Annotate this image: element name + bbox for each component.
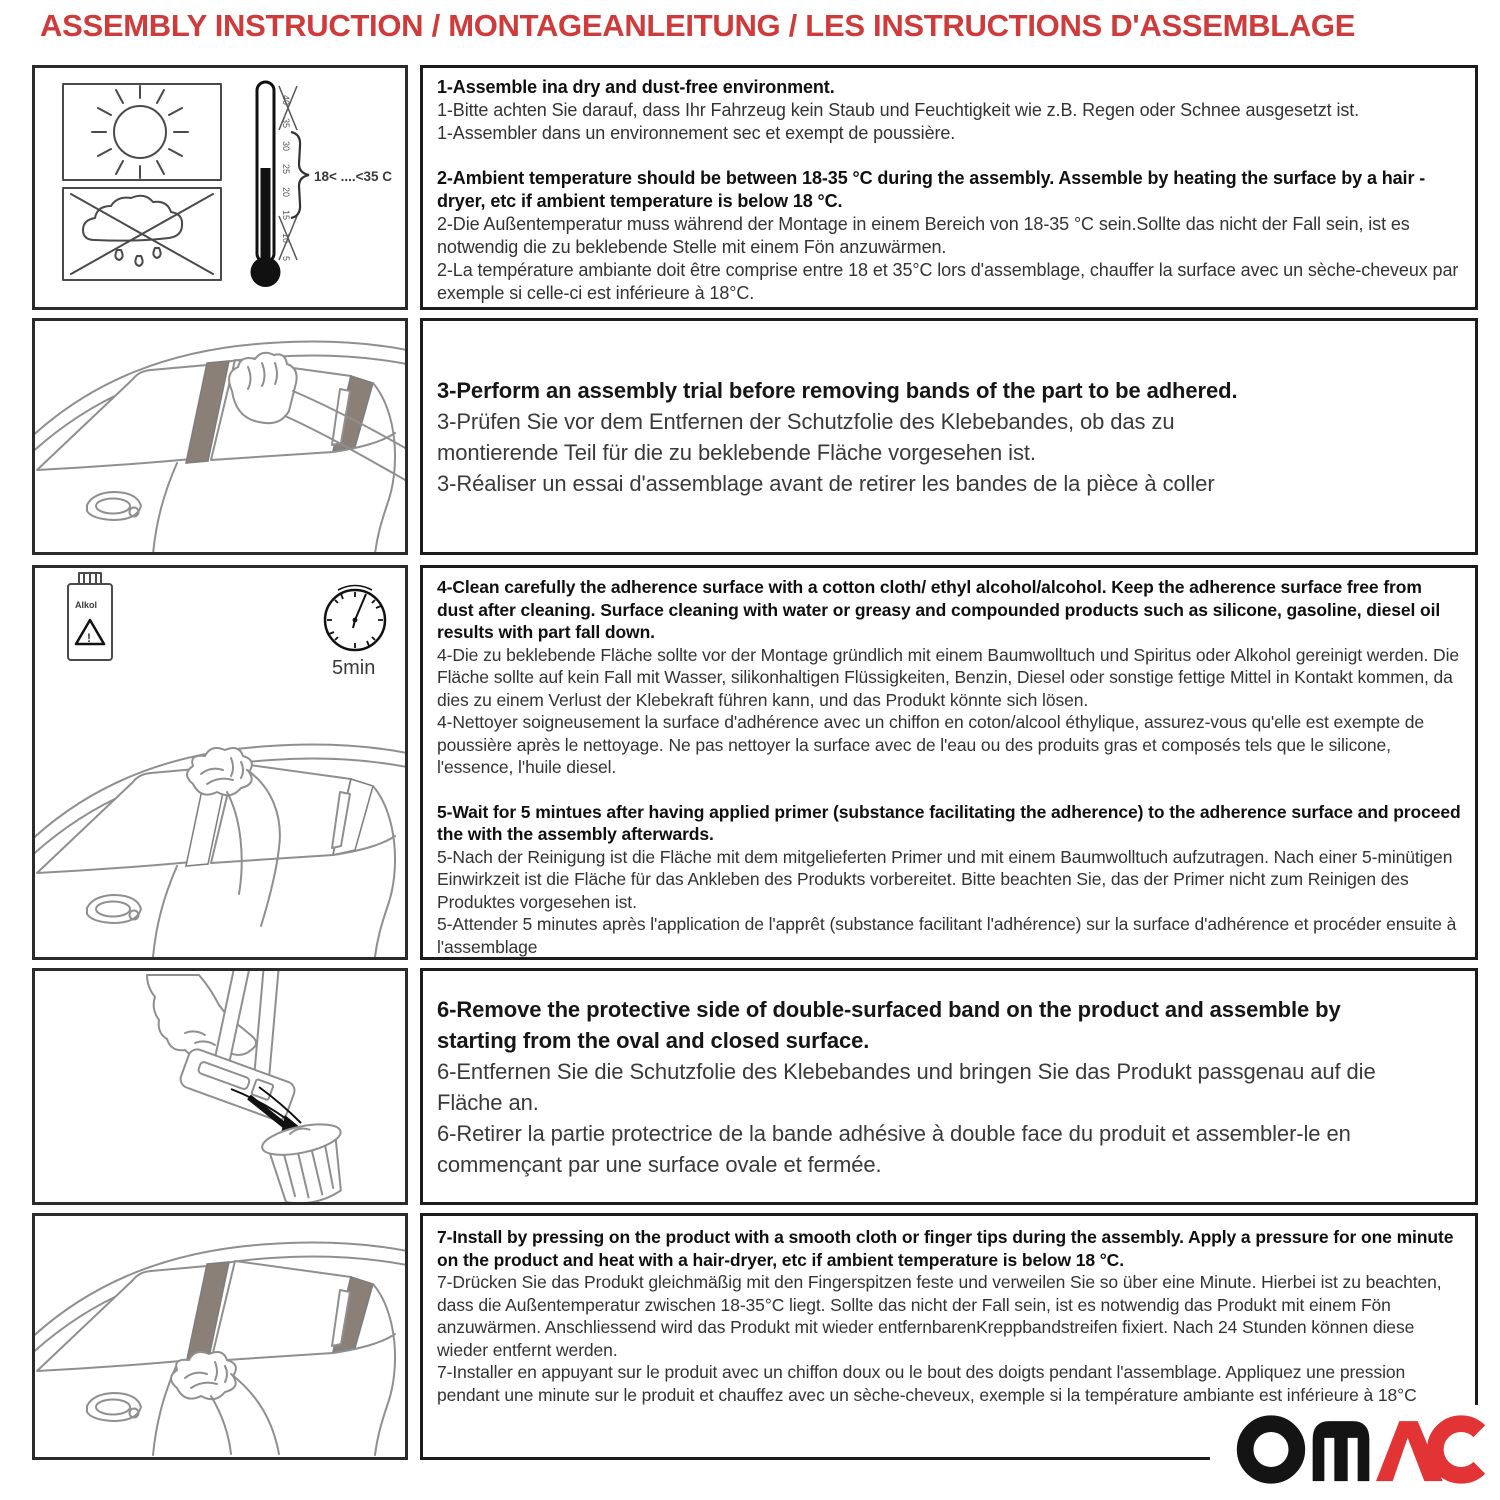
omac-logo <box>1210 1405 1488 1490</box>
step2-de: 2-Die Außentemperatur muss während der Montage in einem Bereich von 18-35 °C sein.Sollte das nicht der Fall sein, ist es notwendig die zu beklebende Stelle mit einem Fön anzuwärmen. <box>437 214 1410 257</box>
environment-illustration <box>35 68 405 307</box>
step4-en: 4-Clean carefully the adherence surface with a cotton cloth/ ethyl alcohol/alcohol. Keep the adherence surface free from dust after cleaning. Surface cleaning with water or greasy and compounded products such as silicone, gasoline, diesel oil results with part fall down. <box>437 577 1441 642</box>
svg-text:35: 35 <box>281 118 291 129</box>
temperature-range-label: 18< ....<35 C <box>314 169 393 184</box>
step6-de: 6-Entfernen Sie die Schutzfolie des Klebebandes und bringen Sie das Produkt passgenau auf die Fläche an. <box>437 1058 1376 1115</box>
step2-fr: 2-La température ambiante doit être comprise entre 18 et 35°C lors d'assemblage, chauffer la surface avec un sèche-cheveux par exemple si celle-ci est inférieure à 18°C. <box>437 260 1459 303</box>
svg-text:40: 40 <box>281 95 291 106</box>
svg-text:10: 10 <box>281 233 291 244</box>
step7-fr: 7-Installer en appuyant sur le produit avec un chiffon doux ou le bout des doigts pendant l'assemblage. Appliquez une pression pendant une minute sur le produit et chauffez avec un sèche-cheveux, exemple si la température ambiante est inférieure à 18°C <box>437 1362 1417 1405</box>
step6-fr: 6-Retirer la partie protectrice de la bande adhésive à double face du produit et assembler-le en commençant par une surface ovale et fermée. <box>437 1120 1351 1177</box>
cleaning-illustration <box>35 568 405 957</box>
step3-de: 3-Prüfen Sie vor dem Entfernen der Schutzfolie des Klebebandes, ob das zu montierende Teil für die zu beklebende Fläche vorgesehen ist. <box>437 408 1175 465</box>
step5-de: 5-Nach der Reinigung ist die Fläche mit dem mitgelieferten Primer und mit einem Baumwolltuch aufzutragen. Nach einer 5-minütigen Einwirkzeit ist die Fläche für das Ankleben des Produkts vorbereitet. Bitte beachten Sie, das der Primer nicht zum Reinigen des Produktes vorgesehen ist. <box>437 846 1453 912</box>
no-rain-icon <box>71 194 213 274</box>
step7-en: 7-Install by pressing on the product with a smooth cloth or finger tips during the assembly. Apply a pressure for one minute on the product and heat with a hair-dryer, etc if ambient temperature is below 18 °C. <box>437 1227 1454 1270</box>
illustration-assembly-trial-panel <box>32 318 408 555</box>
section-steps-4-5 <box>0 565 1500 960</box>
svg-text:25: 25 <box>281 164 291 175</box>
text-panel-step-3 <box>420 318 1478 555</box>
section-steps-1-2 <box>0 65 1500 310</box>
text-panel-steps-4-5 <box>420 565 1478 960</box>
svg-text:15: 15 <box>281 210 291 221</box>
logo-letter-o <box>1245 1424 1297 1476</box>
section-step-6 <box>0 968 1500 1205</box>
thermometer-scale <box>279 86 297 261</box>
trash-bin-icon <box>260 1119 354 1202</box>
thermometer-icon <box>251 82 281 287</box>
step2-en: 2-Ambient temperature should be between 18-35 °C during the assembly. Assemble by heating the surface by a hair -dryer, etc if ambient temperature is below 18 °C. <box>437 168 1426 211</box>
sun-icon <box>92 86 188 178</box>
step4-de: 4-Die zu beklebende Fläche sollte vor der Montage gründlich mit einem Baumwolltuch und Spiritus oder Alkohol gereinigt werden. Die Fläche sollte auf kein Fall mit Wasser, silikonhaltigen Flüssigkeiten, Benzin, Diesel oder sonstige fettige Mittel in Kontakt kommen, da dies zu einem Verlust der Klebekraft führen kann, und das Produkt könnte sich lösen. <box>437 644 1460 710</box>
alcohol-bottle-icon <box>68 573 112 660</box>
page-title: ASSEMBLY INSTRUCTION / MONTAGEANLEITUNG / LES INSTRUCTIONS D'ASSEMBLAGE <box>40 8 1356 43</box>
car-trial-illustration <box>35 321 405 552</box>
svg-text:30: 30 <box>281 141 291 152</box>
text-panel-step-6 <box>420 968 1478 1205</box>
illustration-cleaning-panel <box>32 565 408 960</box>
illustration-peel-band-panel <box>32 968 408 1205</box>
svg-text:!: ! <box>87 631 91 645</box>
step3-en: 3-Perform an assembly trial before removing bands of the part to be adhered. <box>437 377 1238 403</box>
warning-triangle-icon <box>76 620 104 645</box>
step3-fr: 3-Réaliser un essai d'assemblage avant de retirer les bandes de la pièce à coller <box>437 470 1215 496</box>
step1-fr: 1-Assembler dans un environnement sec et exempt de poussière. <box>437 123 956 143</box>
logo-letters-om <box>1313 1421 1370 1481</box>
step6-en: 6-Remove the protective side of double-surfaced band on the product and assemble by starting from the oval and closed surface. <box>437 996 1341 1053</box>
temperature-brace <box>291 132 309 218</box>
press-hand-icon <box>171 1352 279 1454</box>
text-panel-steps-1-2 <box>420 65 1478 310</box>
section-step-3 <box>0 318 1500 555</box>
peel-band-illustration <box>35 971 405 1202</box>
step1-en: 1-Assemble ina dry and dust-free environment. <box>437 77 835 97</box>
step7-de: 7-Drücken Sie das Produkt gleichmäßig mit den Fingerspitzen feste und verweilen Sie so über eine Minute. Hierbei ist zu beachten, dass die Außentemperatur zwischen 18-35°C liegt. Sollte das nicht der Fall sein, ist es notwendig das Produkt mit einem Fön anzuwärmen. Anschliessend wird das Produkt mit wieder entfernbarenKreppbandstreifen fixiert. Nach 24 Stunden können diese wieder entfernt werden. <box>437 1272 1442 1360</box>
step4-fr: 4-Nettoyer soigneusement la surface d'adhérence avec un chiffon en coton/alcool éthylique, assurez-vous qu'elle est exempte de poussière après le nettoyage. Ne pas nettoyer la surface avec de l'eau ou des produits gras et composés tels que le silicone, l'essence, l'huile diesel. <box>437 712 1425 777</box>
car-press-illustration <box>35 1216 405 1457</box>
logo-letter-c <box>1435 1424 1479 1476</box>
illustration-environment-panel <box>32 65 408 310</box>
omac-logo-graphic <box>1236 1411 1486 1488</box>
svg-text:20: 20 <box>281 187 291 198</box>
svg-text:Alkol: Alkol <box>75 600 98 610</box>
step5-en: 5-Wait for 5 mintues after having applied primer (substance facilitating the adherence) to the adherence surface and proceed the with the assembly afterwards. <box>437 801 1461 844</box>
step1-de: 1-Bitte achten Sie darauf, dass Ihr Fahrzeug kein Staub und Feuchtigkeit wie z.B. Regen oder Schnee ausgesetzt ist. <box>437 100 1360 120</box>
step5-fr: 5-Attender 5 minutes après l'application de l'apprêt (substance facilitant l'adhérence) sur la surface d'adhérence et procéder ensuite à l'assemblage <box>437 914 1457 957</box>
svg-text:5: 5 <box>281 256 291 262</box>
clock-icon <box>325 586 385 680</box>
svg-text:5min: 5min <box>332 657 376 679</box>
illustration-press-panel <box>32 1213 408 1460</box>
